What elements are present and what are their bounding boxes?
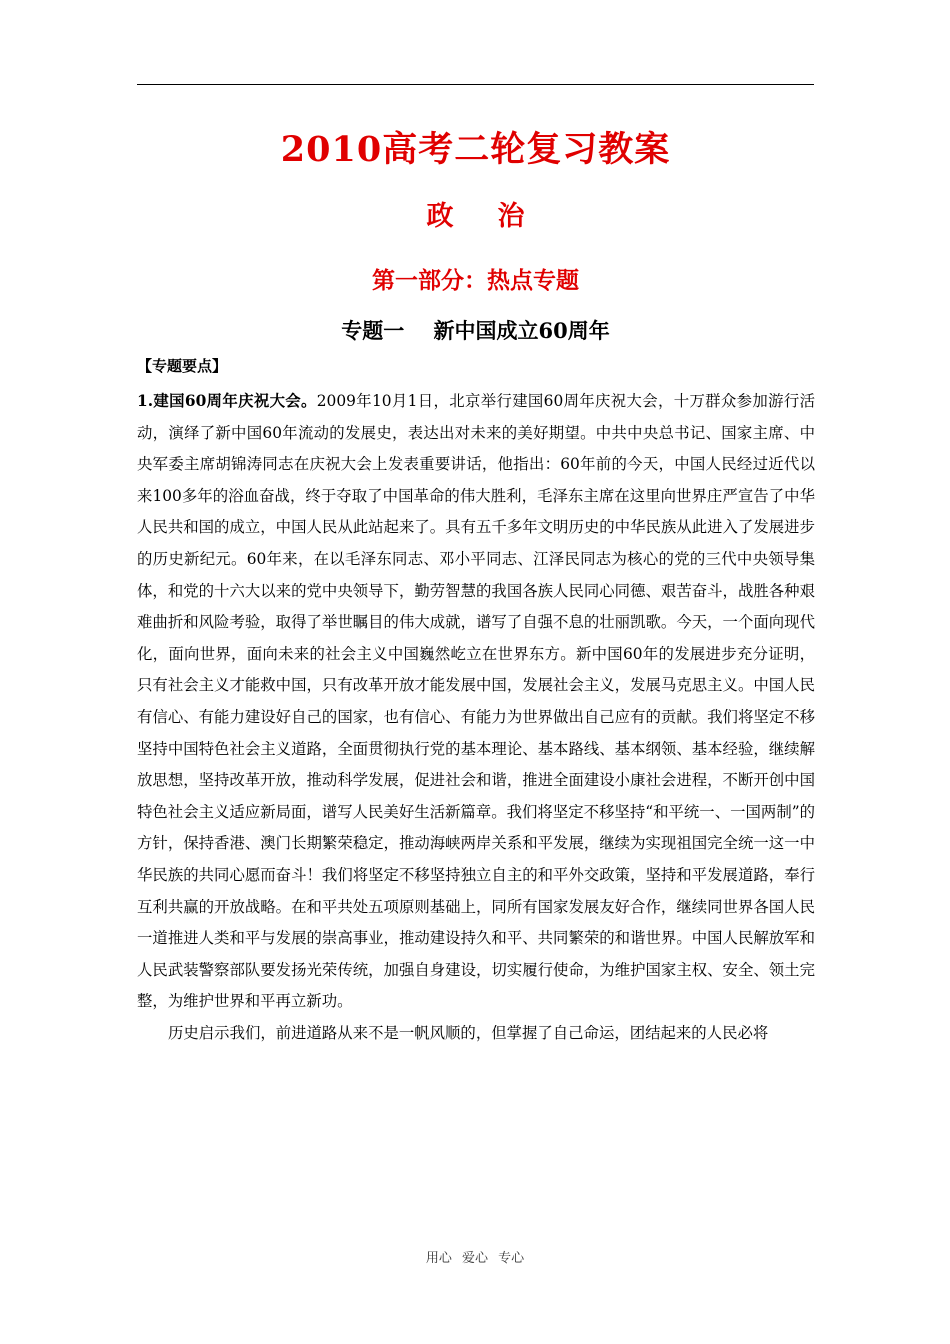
document-title: 2010高考二轮复习教案: [280, 129, 671, 170]
paragraph-1: [137, 386, 815, 1018]
header-rule: [137, 84, 814, 85]
body-text: [137, 386, 815, 1049]
paragraph-1-lead: 1.建国60周年庆祝大会。: [137, 392, 317, 410]
paragraph-1-body: 2009年10月1日，北京举行建国60周年庆祝大会，十万群众参加游行活动，演绎了新中国60年流动的发展史，表达出对未来的美好期望。中共中央总书记、国家主席、中央军委主席胡锦涛同志在庆祝大会上发表重要讲话，他指出：60年前的今天，中国人民经过近代以来100多年的浴血奋战，终于夺取了中国革命的伟大胜利，毛泽东主席在这里向世界庄严宣告了中华人民共和国的成立，中国人民从此站起来了。具有五千多年文明历史的中华民族从此进入了发展进步的历史新纪元。60年来，在以毛泽东同志、邓小平同志、江泽民同志为核心的党的三代中央领导集体，和党的十六大以来的党中央领导下，勤劳智慧的我国各族人民同心同德、艰苦奋斗，战胜各种艰难曲折和风险考验，取得了举世瞩目的伟大成就，谱写了自强不息的壮丽凯歌。今天，一个面向现代化，面向世界，面向未来的社会主义中国巍然屹立在世界东方。新中国60年的发展进步充分证明，只有社会主义才能救中国，只有改革开放才能发展中国，发展社会主义，发展马克思主义。中国人民有信心、有能力建设好自己的国家，也有信心、有能力为世界做出自己应有的贡献。我们将坚定不移坚持中国特色社会主义道路，全面贯彻执行党的基本理论、基本路线、基本纲领、基本经验，继续解放思想，坚持改革开放，推动科学发展，促进社会和谐，推进全面建设小康社会进程，不断开创中国特色社会主义适应新局面，谱写人民美好生活新篇章。我们将坚定不移坚持“和平统一、一国两制”的方针，保持香港、澳门长期繁荣稳定，推动海峡两岸关系和平发展，继续为实现祖国完全统一这一中华民族的共同心愿而奋斗！我们将坚定不移坚持独立自主的和平外交政策，坚持和平发展道路，奉行互利共赢的开放战略。在和平共处五项原则基础上，同所有国家发展友好合作，继续同世界各国人民一道推进人类和平与发展的崇高事业，推动建设持久和平、共同繁荣的和谐世界。中国人民解放军和人民武装警察部队要发扬光荣传统，加强自身建设，切实履行使命，为维护国家主权、安全、领土完整，为维护世界和平再立新功。: [137, 392, 815, 1011]
page-footer: 用心 爱心 专心: [425, 1251, 525, 1266]
section-label: 【专题要点】: [137, 357, 228, 375]
topic-heading: 专题一 新中国成立60周年: [341, 318, 610, 343]
part-heading: 第一部分：热点专题: [372, 267, 579, 294]
paragraph-2: 历史启示我们，前进道路从来不是一帆风顺的，但掌握了自己命运，团结起来的人民必将: [168, 1023, 769, 1042]
subject-heading: 政治: [426, 201, 569, 232]
